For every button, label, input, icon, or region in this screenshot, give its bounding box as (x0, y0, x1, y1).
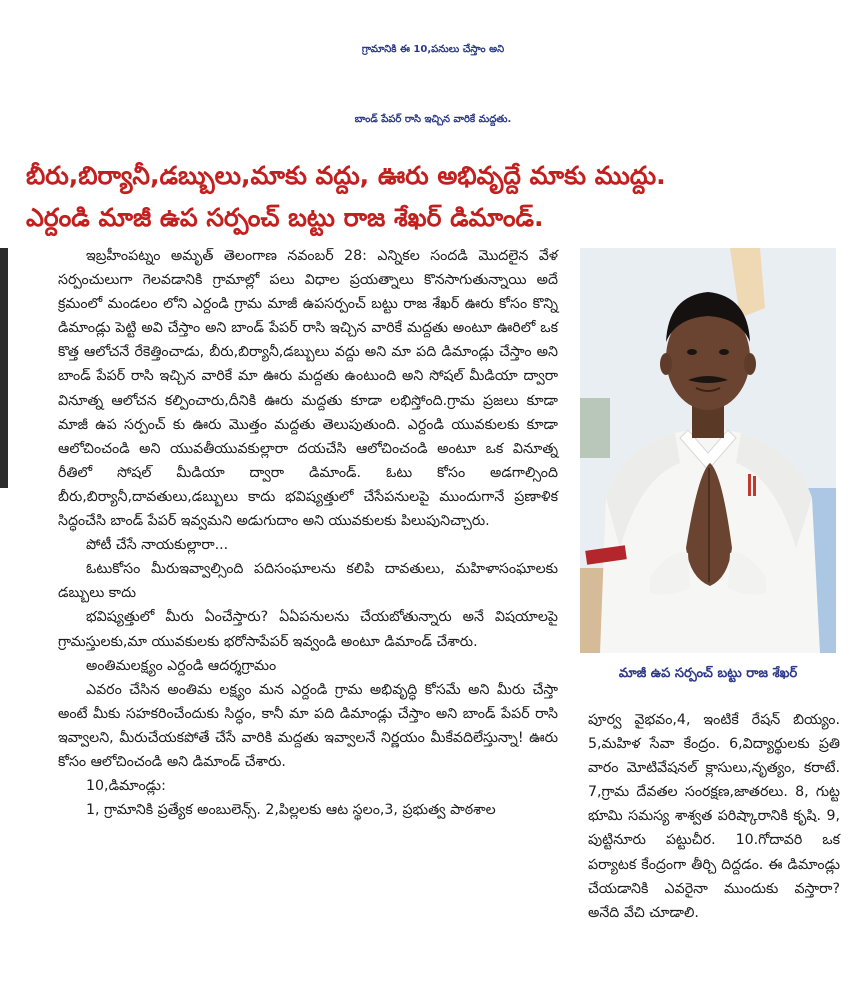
article-paragraph: భవిష్యత్తులో మీరు ఏంచేస్తారు? ఏఏపనులను చేయబోతున్నారు అనే విషయాలపై గ్రామస్తులకు,మా యువకులకు భరోసాపేపర్ ఇవ్వండి అంటూ డిమాండ్ చేశారు. (58, 609, 558, 650)
portrait-photo (580, 248, 836, 653)
demands-heading: 10,డిమాండ్లు: (86, 778, 166, 795)
left-margin-strip (0, 248, 8, 488)
article-paragraph: ఓటుకోసం మీరుఇవ్వాల్సింది పదిసంఘాలను కలిపి దావతులు, మహిళాసంఘాలకు డబ్బులు కాదు (58, 561, 558, 602)
article-paragraph: ఇబ్రహీంపట్నం అమృత్ తెలంగాణ నవంబర్ 28: ఎన్నికల సందడి మొదలైన వేళ సర్పంచులుగా గెలవడానికి గ్రామాల్లో పలు విధాల ప్రయత్నాలు కొనసాగుతున్నాయి అదే క్రమంలో మండలం లోని ఎర్దండి గ్రామ మాజీ ఉపసర్పంచ్ బట్టు రాజ శేఖర్ ఊరు కోసం కొన్ని డిమాండ్లు పెట్టి అవి చేస్తాం అని బాండ్ పేపర్ రాసి ఇచ్చిన వారికే మద్దతు అంటూ ఊరిలో ఒక కొత్త ఆలోచనే రేకెత్తించాడు, బీరు,బిర్యానీ,డబ్బులు వద్దు అని మా పది డిమాండ్లు చేస్తాం అని బాండ్ పేపర్ రాసి ఇచ్చిన వారికే మా ఊరు మద్దతు ఉంటుంది అని సోషల్ మీడియా ద్వారా వినూత్న ఆలోచన కల్పించారు,దీనికి ఊరు మద్దతు కూడా లభిస్తోంది.గ్రామ ప్రజలు కూడా మాజీ ఉప సర్పంచ్ కు ఊరు మొత్తం మద్దతు తెలుపుతుంది. ఎర్దండి యువకులకు కూడా ఆలోచించండి అని యువతీయువకుల్లారా దయచేసి ఆలోచించండి అంటూ ఒక వినూత్న రీతిలో సోషల్ మీడియా ద్వారా డిమాండ్. ఓటు కోసం అడగాల్సింది బీరు,బిర్యానీ,దావతులు,డబ్బులు కాదు భవిష్యత్తులో చేసేపనులపై ముందుగానే ప్రణాళిక సిద్ధంచేసి బాండ్ పేపర్ ఇవ్వమని అడుగుదాం అని యువకులకు పిలుపునిచ్చారు. (58, 248, 558, 530)
article-paragraph: పోటీ చేసే నాయకుల్లారా... (86, 537, 229, 554)
headline-line-1: గ్రామానికి ఈ 10,పనులు చేస్తాం అని (361, 44, 505, 55)
article-subheading: అంతిమలక్ష్యం ఎర్దండి ఆదర్శగ్రామం (86, 657, 277, 674)
article-right-column (588, 708, 840, 925)
portrait-illustration (580, 248, 836, 653)
article-paragraph: ఎవరం చేసిన అంతిమ లక్ష్యం మన ఎర్దండి గ్రామ అభివృద్ధి కోసమే అని మీరు చేస్తా అంటే మీకు సహకరించేందుకు సిద్ధం, కానీ మా పది డిమాండ్లు చేస్తాం అని బాండ్ పేపర్ రాసి ఇవ్వాలని, మీరుచేయకపోతే చేసే వారికి మద్దతు ఇవ్వాలనే నిర్ణయం మీకేవదిలేస్తున్నా! ఊరు కోసం ఆలోచించండి అని డిమాండ్ చేశారు. (58, 681, 558, 770)
headline-line-2: బాండ్ పేపర్ రాసి ఇచ్చిన వారికే మద్దతు. (354, 114, 512, 125)
demands-list-continued: పూర్వ వైభవం,4, ఇంటికే రేషన్ బియ్యం. 5,మహిళ సేవా కేంద్రం. 6,విద్యార్థులకు ప్రతి వారం మోటివేషనల్ క్లాసులు,నృత్యం, కరాటే. 7,గ్రామ దేవతల సంరక్షణ,జాతరలు. 8, గుట్ట భూమి సమస్య శాశ్వత పరిష్కారానికి కృషి. 9, పుట్టినూరు పట్టుచీర. 10.గోదావరి ఒక పర్యాటక కేంద్రంగా తీర్చి దిద్దడం. ఈ డిమాండ్లు చేయడానికి ఎవరైనా ముందుకు వస్తారా? అనేది వేచి చూడాలి. (588, 712, 840, 921)
demands-list-start: 1, గ్రామానికి ప్రత్యేక అంబులెన్స్. 2,పిల్లలకు ఆట స్థలం,3, ప్రభుత్వ పాఠశాల (86, 802, 496, 819)
photo-caption: మాజీ ఉప సర్పంచ్ బట్టు రాజ శేఖర్ (618, 666, 798, 681)
article-main-column (58, 244, 558, 822)
subheadline-line-1: బీరు,బిర్యానీ,డబ్బులు,మాకు వద్దు, ఊరు అభివృద్దే మాకు ముద్దు. (26, 161, 666, 190)
subheadline-line-2: ఎర్దండి మాజీ ఉప సర్పంచ్ బట్టు రాజ శేఖర్ డిమాండ్. (26, 203, 544, 232)
